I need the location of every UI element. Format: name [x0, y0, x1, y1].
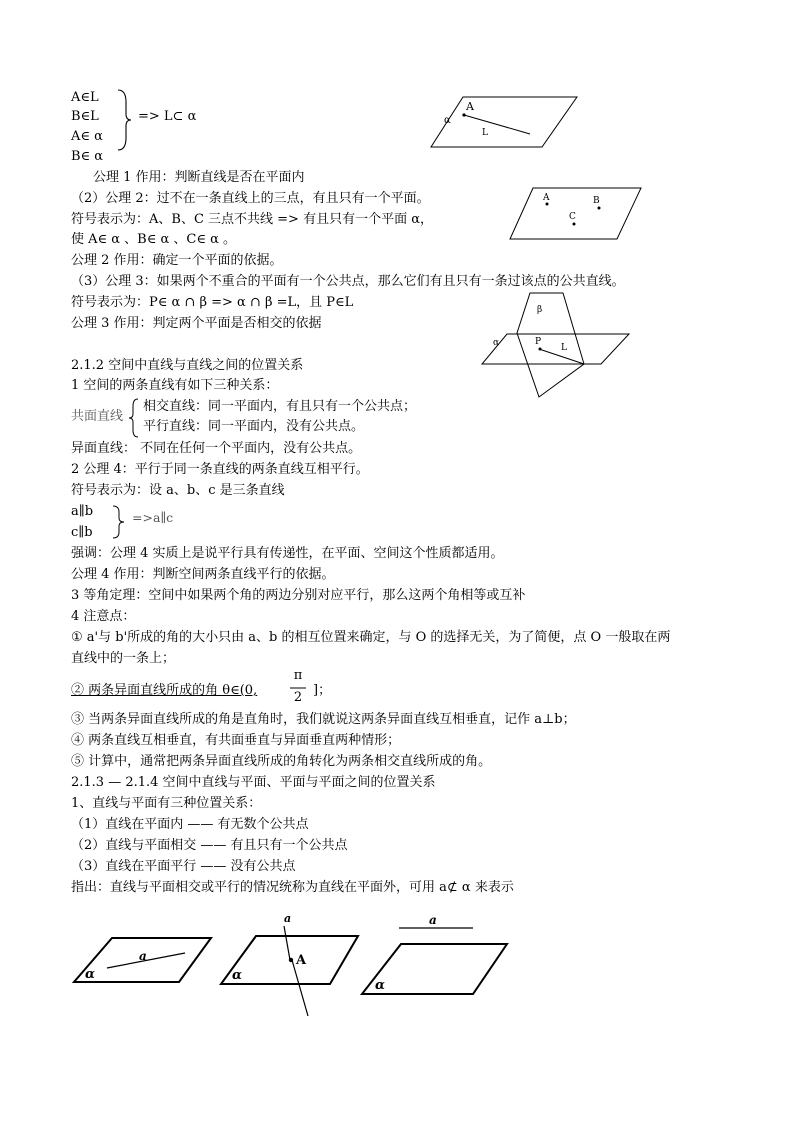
- note-3: ③ 当两条异面直线所成的角是直角时，我们就说这两条异面直线互相垂直，记作 a⊥b；: [71, 712, 576, 727]
- parallel-premise-2: c∥b: [71, 525, 93, 540]
- b2-label-A: A: [296, 953, 307, 968]
- relation-parallel: 平行直线：同一平面内，没有公共点。: [143, 419, 365, 434]
- section-213-intro: 1、直线与平面有三种位置关系：: [71, 796, 262, 811]
- fig2-label-B: B: [593, 196, 600, 206]
- note-2-pi: π: [293, 668, 303, 683]
- parallel-premise-1: a∥b: [71, 504, 94, 519]
- note-2-two: 2: [293, 690, 303, 705]
- axiom4-symbol: 符号表示为：设 a、b、c 是三条直线: [71, 483, 285, 498]
- equal-angle-theorem: 3 等角定理：空间中如果两个角的两边分别对应平行，那么这两个角相等或互补: [71, 588, 526, 603]
- b3-label-a: a: [429, 913, 437, 927]
- axiom3-line-2: 符号表示为：P∈ α ∩ β => α ∩ β =L，且 P∈L: [71, 295, 354, 310]
- axiom3-line-3: 公理 3 作用：判定两个平面是否相交的依据: [71, 316, 322, 331]
- figure-plane-three-points: [509, 187, 643, 241]
- note-1-line-2: 直线中的一条上；: [71, 651, 176, 666]
- b2-label-a: a: [284, 912, 292, 925]
- axiom1-line-4: B∈ α: [71, 149, 104, 164]
- axiom1-brace-icon: [116, 88, 132, 152]
- notes-title: 4 注意点：: [71, 609, 136, 624]
- fig1-label-L: L: [482, 128, 488, 138]
- figure-line-parallel-plane: [361, 910, 509, 996]
- fig1-label-alpha: α: [444, 115, 451, 126]
- axiom2-line-4: 公理 2 作用：确定一个平面的依据。: [71, 253, 283, 268]
- axiom1-line-2: B∈L: [71, 109, 99, 124]
- axiom1-note: 公理 1 作用：判断直线是否在平面内: [93, 170, 305, 185]
- b1-label-alpha: α: [85, 967, 96, 982]
- axiom3-line-1: （3）公理 3：如果两个不重合的平面有一个公共点，那么它们有且只有一条过该点的公共直线。: [71, 274, 625, 289]
- section-212-title: 2.1.2 空间中直线与直线之间的位置关系: [71, 358, 304, 373]
- section-212-intro: 1 空间的两条直线有如下三种关系：: [71, 378, 279, 393]
- figure-line-intersects-plane: [220, 912, 360, 1018]
- note-2-suffix: ]；: [313, 683, 332, 698]
- figure-plane-line: [430, 96, 580, 152]
- fig1-label-A: A: [466, 100, 474, 113]
- fig3-label-L: L: [561, 343, 567, 353]
- case-3: （3）直线在平面平行 —— 没有公共点: [71, 859, 296, 874]
- parallel-result: =>a∥c: [132, 510, 174, 525]
- coplanar-label: 共面直线: [71, 409, 124, 424]
- note-4: ④ 两条直线互相垂直，有共面垂直与异面垂直两种情形；: [71, 733, 401, 748]
- figure-line-in-plane: [73, 936, 213, 984]
- note-2-prefix: ② 两条异面直线所成的角 θ∈(0,: [71, 683, 258, 698]
- fraction-bar: [290, 687, 306, 689]
- axiom2-line-2: 符号表示为：A、B、C 三点不共线 => 有且只有一个平面 α，: [71, 212, 433, 227]
- axiom4-statement: 2 公理 4：平行于同一条直线的两条直线互相平行。: [71, 462, 369, 477]
- section-213-title: 2.1.3 — 2.1.4 空间中直线与平面、平面与平面之间的位置关系: [71, 775, 436, 790]
- axiom1-line-1: A∈L: [71, 90, 99, 105]
- coplanar-brace-icon: [128, 398, 140, 438]
- figure-intersecting-planes: [481, 292, 631, 398]
- b1-label-a: a: [139, 949, 147, 963]
- fig2-label-C: C: [569, 212, 576, 222]
- emphasis-note: 强调：公理 4 实质上是说平行具有传递性，在平面、空间这个性质都适用。: [71, 546, 504, 561]
- note-5: ⑤ 计算中，通常把两条异面直线所成的角转化为两条相交直线所成的角。: [71, 754, 492, 769]
- parallel-brace-icon: [111, 505, 125, 539]
- b3-label-alpha: α: [375, 978, 386, 993]
- point-out: 指出：直线与平面相交或平行的情况统称为直线在平面外，可用 a⊄ α 来表示: [71, 880, 514, 895]
- fig3-label-alpha: α: [493, 338, 500, 348]
- axiom4-use: 公理 4 作用：判断空间两条直线平行的依据。: [71, 567, 335, 582]
- fig2-label-A: A: [543, 193, 550, 203]
- note-1-line-1: ① a'与 b'所成的角的大小只由 a、b 的相互位置来确定，与 O 的选择无关，为了简便，点 O 一般取在两: [71, 630, 671, 645]
- relation-intersecting: 相交直线：同一平面内，有且只有一个公共点；: [143, 399, 417, 414]
- axiom2-line-3: 使 A∈ α 、B∈ α 、C∈ α 。: [71, 232, 237, 247]
- b2-label-alpha: α: [232, 968, 243, 983]
- fig3-label-P: P: [535, 337, 542, 347]
- case-1: （1）直线在平面内 —— 有无数个公共点: [71, 817, 309, 832]
- axiom2-line-1: （2）公理 2：过不在一条直线上的三点，有且只有一个平面。: [71, 191, 430, 206]
- axiom1-line-3: A∈ α: [71, 129, 103, 144]
- relation-skew: 异面直线： 不同在任何一个平面内，没有公共点。: [71, 441, 362, 456]
- fig3-label-beta: β: [537, 305, 543, 315]
- case-2: （2）直线与平面相交 —— 有且只有一个公共点: [71, 838, 348, 853]
- axiom1-result: => L⊂ α: [138, 109, 197, 124]
